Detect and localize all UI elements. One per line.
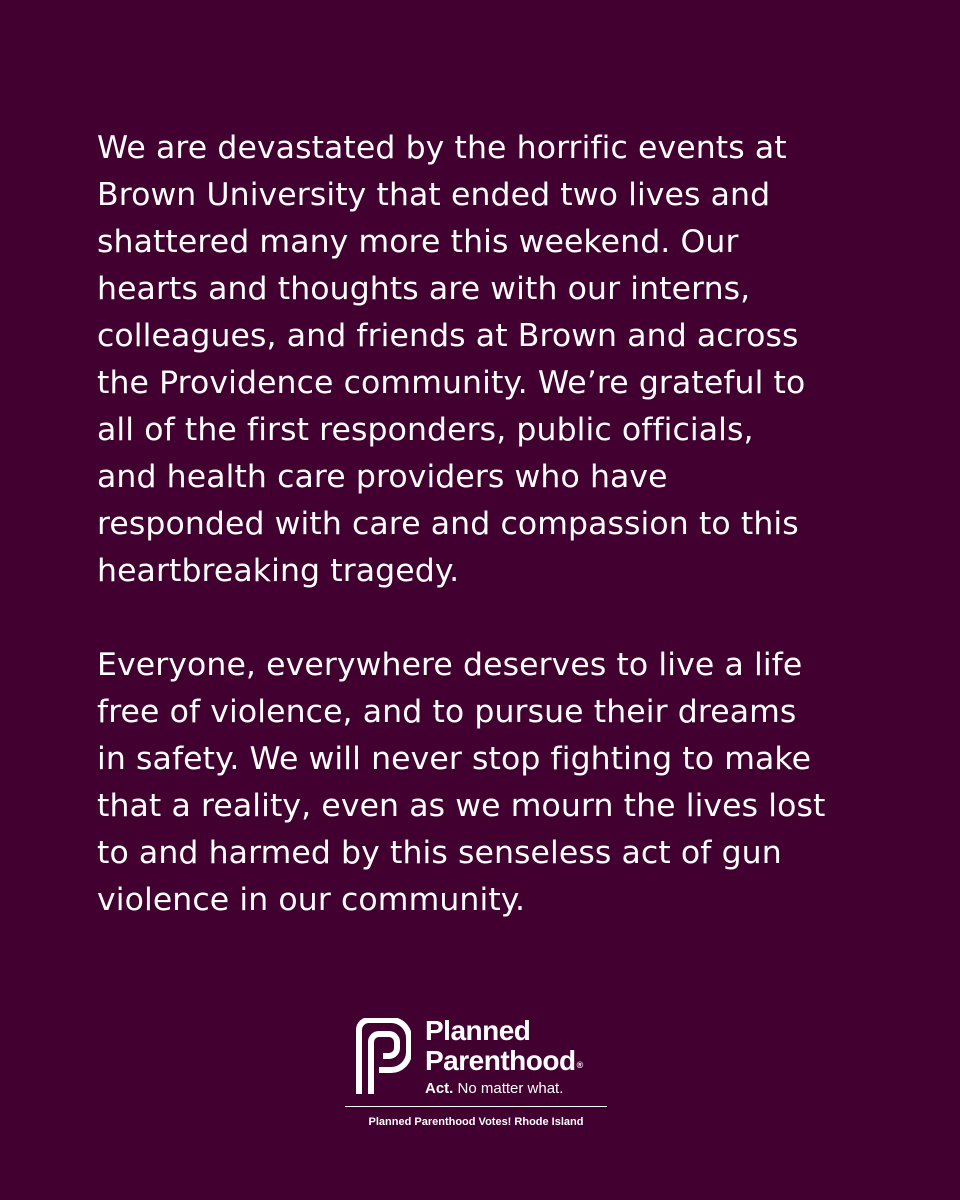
statement-line: to and harmed by this senseless act of gun	[97, 835, 782, 871]
planned-parenthood-logo	[355, 1016, 599, 1136]
statement-line: Brown University that ended two lives and	[97, 177, 771, 213]
statement-line: all of the first responders, public officials,	[97, 412, 754, 448]
statement-line: that a reality, even as we mourn the lives lost	[97, 788, 826, 824]
statement-line: in safety. We will never stop fighting to make	[97, 741, 812, 777]
statement-paragraph-1	[97, 125, 857, 595]
tagline-rest: No matter what.	[453, 1080, 564, 1097]
logo-divider	[345, 1106, 607, 1107]
organization-name: Planned Parenthood Votes! Rhode Island	[368, 1116, 584, 1128]
statement-line: hearts and thoughts are with our interns,	[97, 271, 751, 307]
logo-name-line2-text: Parenthood	[425, 1045, 576, 1076]
statement-line: Everyone, everywhere deserves to live a life	[97, 647, 803, 683]
statement-line: responded with care and compassion to this	[97, 506, 799, 542]
statement-paragraph-2	[97, 642, 857, 924]
statement-line: violence in our community.	[97, 882, 526, 918]
logo-wordmark	[425, 1016, 583, 1076]
pp-logo-icon	[355, 1018, 411, 1096]
statement-text	[97, 125, 857, 924]
statement-line: We are devastated by the horrific events at	[97, 130, 787, 166]
tagline-act: Act.	[425, 1080, 454, 1097]
statement-line: the Providence community. We’re grateful to	[97, 365, 806, 401]
logo-name-line2	[425, 1046, 583, 1076]
statement-line: and health care providers who have	[97, 459, 668, 495]
statement-line: shattered many more this weekend. Our	[97, 224, 739, 260]
logo-tagline	[425, 1080, 563, 1097]
statement-line: heartbreaking tragedy.	[97, 553, 460, 589]
registered-mark: ®	[576, 1060, 583, 1070]
statement-line: colleagues, and friends at Brown and across	[97, 318, 799, 354]
statement-line: free of violence, and to pursue their dreams	[97, 694, 797, 730]
logo-name-line1: Planned	[425, 1015, 531, 1046]
